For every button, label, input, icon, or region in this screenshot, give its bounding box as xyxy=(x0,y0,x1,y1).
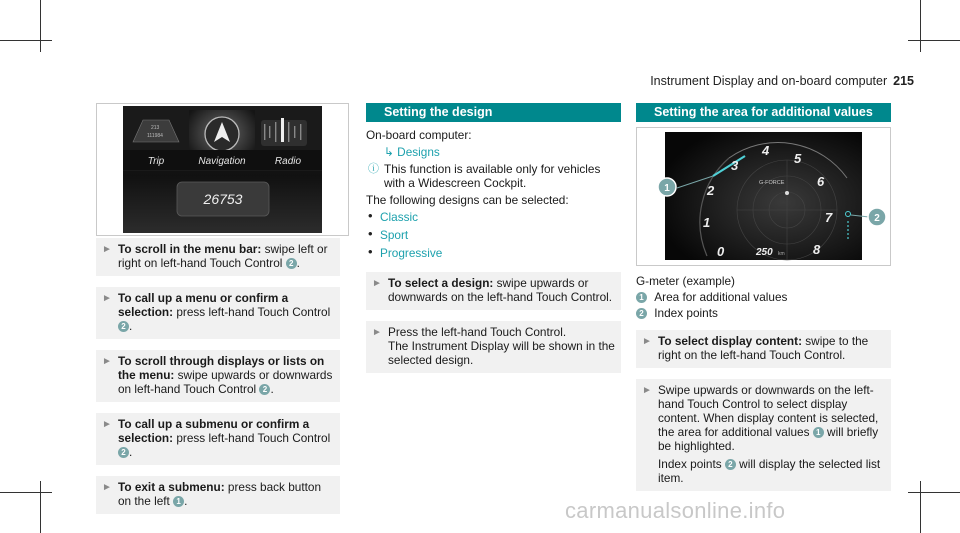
step-arrow-icon: ► xyxy=(102,482,112,493)
crop-mark xyxy=(920,0,921,52)
tick-4: 4 xyxy=(762,143,770,158)
crop-mark xyxy=(0,40,52,41)
menu-item-trip: Trip xyxy=(147,156,165,167)
callout-1-icon: 1 xyxy=(636,292,647,303)
section-heading-design: Setting the design xyxy=(366,103,621,122)
menu-path xyxy=(366,145,621,159)
step-select-design: ► To select a design: swipe upwards or downwards on the left-hand Touch Control. xyxy=(366,272,621,310)
callout-2-icon: 2 xyxy=(286,258,297,269)
tick-6: 6 xyxy=(817,174,825,189)
tick-5: 5 xyxy=(794,151,802,166)
trip-small-bottom: 111984 xyxy=(147,133,163,139)
tick-7: 7 xyxy=(825,210,833,225)
g-force-label: G-FORCE xyxy=(759,180,785,186)
step-arrow-icon: ► xyxy=(372,278,382,289)
step-arrow-icon: ► xyxy=(642,336,652,347)
step-press-touch-control: ► Press the left-hand Touch Control. The Instrument Display will be shown in the selected design. xyxy=(366,321,621,373)
designs-link[interactable]: Designs xyxy=(397,145,440,159)
step-scroll-menu-bar: ► To scroll in the menu bar: swipe left or right on left-hand Touch Control 2 . xyxy=(96,238,340,276)
odometer-value: 26753 xyxy=(203,191,243,207)
onboard-computer-label: On-board computer: xyxy=(366,128,472,142)
legend-item-2: 2 Index points xyxy=(636,306,891,320)
step-call-submenu: ► To call up a submenu or confirm a selection: press left-hand Touch Control 2 . xyxy=(96,413,340,465)
menu-steps xyxy=(96,238,340,525)
design-classic[interactable]: • Classic xyxy=(366,210,621,224)
page-header xyxy=(650,74,914,88)
additional-values-section xyxy=(636,103,891,502)
callout-2-icon: 2 xyxy=(259,384,270,395)
menu-bar-screen xyxy=(123,106,322,233)
page-number: 215 xyxy=(893,74,914,88)
callout-2-icon: 2 xyxy=(118,321,129,332)
section-heading-additional-values: Setting the area for additional values xyxy=(636,103,891,122)
tick-1: 1 xyxy=(703,215,711,230)
step-arrow-icon: ► xyxy=(102,419,112,430)
watermark: carmanualsonline.info xyxy=(565,498,786,523)
info-note: ⓘ This function is available only for vehicles with a Widescreen Cockpit. xyxy=(368,162,601,190)
step-arrow-icon: ► xyxy=(642,385,652,396)
crop-mark xyxy=(40,481,41,533)
designs-intro: The following designs can be selected: xyxy=(366,193,569,207)
callout-2-icon: 2 xyxy=(118,447,129,458)
callout-1-number: 1 xyxy=(664,183,670,194)
figure-caption: G-meter (example) xyxy=(636,274,735,288)
crop-mark xyxy=(908,40,960,41)
crop-mark xyxy=(0,492,52,493)
callout-1-icon: 1 xyxy=(173,496,184,507)
step-arrow-icon: ► xyxy=(102,244,112,255)
crop-mark xyxy=(908,492,960,493)
legend-item-1: 1 Area for additional values xyxy=(636,290,891,304)
info-icon: ⓘ xyxy=(368,163,379,175)
speed-value: 250 xyxy=(756,247,773,258)
tick-0: 0 xyxy=(717,244,725,259)
speed-unit: km xyxy=(778,251,785,257)
tick-8: 8 xyxy=(813,242,821,257)
tick-3: 3 xyxy=(731,158,739,173)
step-swipe-display-content: ► Swipe upwards or downwards on the left-hand Touch Control to select display content. When display content is selected, the area for additional values 1 will briefly be highlighted. Index points 2 will display the selected list item. xyxy=(636,379,891,491)
crop-mark xyxy=(40,0,41,52)
step-arrow-icon: ► xyxy=(102,356,112,367)
step-scroll-displays: ► To scroll through displays or lists on the menu: swipe upwards or downwards on left-hand Touch Control 2 . xyxy=(96,350,340,402)
crop-mark xyxy=(920,481,921,533)
step-arrow-icon: ► xyxy=(372,327,382,338)
menu-item-radio: Radio xyxy=(274,156,302,167)
step-exit-submenu: ► To exit a submenu: press back button on the left 1 . xyxy=(96,476,340,514)
header-title: Instrument Display and on-board computer xyxy=(650,74,888,88)
g-meter-photo xyxy=(636,127,891,266)
step-confirm-selection: ► To call up a menu or confirm a selection: press left-hand Touch Control 2 . xyxy=(96,287,340,339)
radio-icon xyxy=(261,118,307,146)
navigation-icon xyxy=(205,117,239,151)
callout-2-number: 2 xyxy=(874,213,880,224)
path-arrow-icon: ↳ xyxy=(384,145,394,159)
step-arrow-icon: ► xyxy=(102,293,112,304)
trip-small-top: 213 xyxy=(151,125,160,131)
callout-1-icon: 1 xyxy=(813,427,824,438)
menu-item-navigation: Navigation xyxy=(198,156,246,167)
callout-2-icon: 2 xyxy=(636,308,647,319)
design-progressive[interactable]: • Progressive xyxy=(366,246,621,260)
design-sport[interactable]: • Sport xyxy=(366,228,621,242)
step-select-display-content: ► To select display content: swipe to the right on the left-hand Touch Control. xyxy=(636,330,891,368)
g-meter-gauge xyxy=(637,128,890,265)
design-section xyxy=(366,103,621,384)
callout-2-icon: 2 xyxy=(725,459,736,470)
tick-2: 2 xyxy=(707,183,715,198)
menu-bar-photo xyxy=(96,103,349,236)
